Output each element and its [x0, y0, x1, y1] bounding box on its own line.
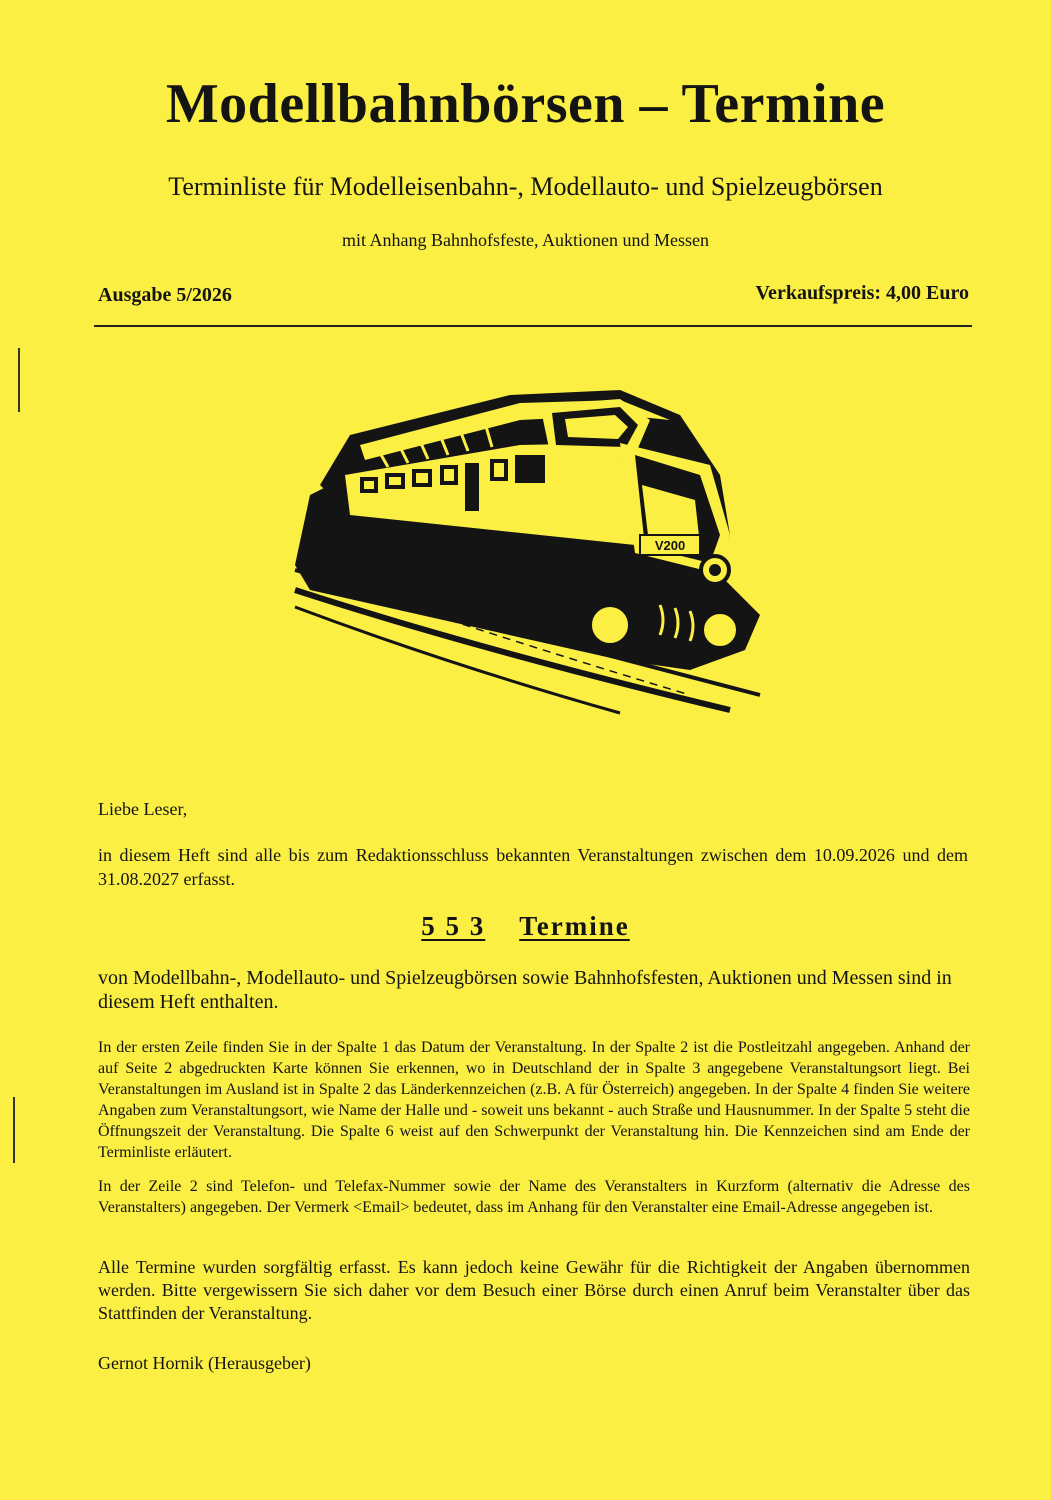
disclaimer-paragraph: Alle Termine wurden sorgfältig erfasst. Es kann jedoch keine Gewähr für die Richtigkeit der Angaben übernommen werden. Bitte vergewissern Sie sich daher vor dem Besuch einer Börse durch einen Anruf beim Veranstalter über das Stattfinden der Veranstaltung.	[98, 1257, 970, 1323]
diesel-locomotive-icon	[290, 375, 770, 715]
event-count-heading	[0, 911, 1051, 942]
page-title: Modellbahnbörsen – Termine	[165, 73, 886, 135]
header-divider	[94, 325, 972, 327]
explanation-paragraph-1: In der ersten Zeile finden Sie in der Spalte 1 das Datum der Veranstaltung. In der Spalte 2 ist die Postleitzahl angegeben. Anhand der auf Seite 2 abgedruckten Karte können Sie erkennen, wo in Deutschland der in Spalte 3 angegebene Veranstaltungsort liegt. Bei Veranstaltungen im Ausland ist in Spalte 2 das Länderkennzeichen (z.B. A für Österreich) angegeben. In der Spalte 4 finden Sie weitere Angaben zum Veranstaltungsort, wie Name der Halle und - soweit uns bekannt - auch Straße und Hausnummer. In der Spalte 5 steht die Öffnungszeit der Veranstaltung. Die Spalte 6 weist auf den Schwerpunkt der Veranstaltung hin. Die Kennzeichen sind am Ende der Terminliste erläutert.	[98, 1039, 970, 1161]
explanation-paragraph-2: In der Zeile 2 sind Telefon- und Telefax-Nummer sowie der Name des Veranstalters in Kurzform (alternativ die Adresse des Veranstalters) angegeben. Der Vermerk <Email> bedeutet, dass im Anhang für den Veranstalter eine Email-Adresse angegeben ist.	[98, 1178, 970, 1216]
punch-mark-top	[18, 348, 20, 412]
page-subtitle: Terminliste für Modelleisenbahn-, Modellauto- und Spielzeugbörsen	[168, 172, 883, 201]
svg-text:V200: V200	[654, 538, 686, 553]
sale-price: Verkaufspreis: 4,00 Euro	[755, 282, 969, 304]
lead-paragraph: von Modellbahn-, Modellauto- und Spielzeugbörsen sowie Bahnhofsfesten, Auktionen und Messen sind in diesem Heft enthalten.	[98, 967, 952, 1013]
event-count-label: Termine	[519, 911, 630, 941]
signature: Gernot Hornik (Herausgeber)	[98, 1353, 311, 1373]
issue-number: Ausgabe 5/2026	[98, 284, 232, 306]
salutation: Liebe Leser,	[98, 799, 188, 819]
page-subsubtitle: mit Anhang Bahnhofsfeste, Auktionen und Messen	[342, 230, 709, 250]
event-count-number: 5 5 3	[421, 911, 486, 941]
punch-mark-bottom	[13, 1097, 15, 1163]
intro-paragraph: in diesem Heft sind alle bis zum Redaktionsschluss bekannten Veranstaltungen zwischen dem 10.09.2026 und dem 31.08.2027 erfasst.	[98, 845, 968, 889]
